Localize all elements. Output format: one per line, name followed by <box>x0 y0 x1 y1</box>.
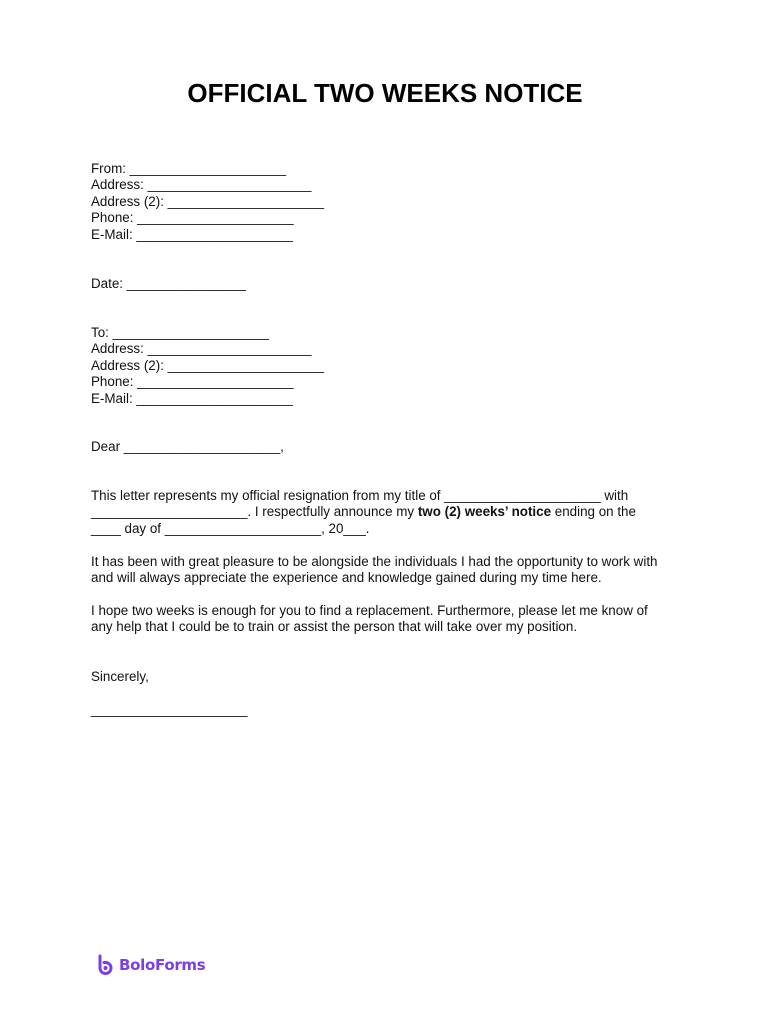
date-field: Date: ________________ <box>91 276 246 291</box>
to-address-field: Address: ______________________ <box>91 341 312 357</box>
paragraph-line <box>91 504 691 520</box>
from-phone-field: Phone: _____________________ <box>91 210 294 226</box>
transition-paragraph <box>91 603 691 636</box>
to-address-2-field: Address (2): _____________________ <box>91 357 325 373</box>
resignation-paragraph <box>91 488 691 537</box>
paragraph-text: ending on the <box>551 504 636 520</box>
to-email-field: E-Mail: _____________________ <box>91 390 293 406</box>
closing <box>91 669 149 685</box>
from-address-2-field: Address (2): _____________________ <box>91 193 325 209</box>
paragraph-text: _____________________. I respectfully announce my <box>91 504 418 520</box>
paragraph-line: any help that I could be to train or assist the person that will take over my position. <box>91 619 578 635</box>
paragraph-line: It has been with great pleasure to be alongside the individuals I had the opportunity to work with <box>91 554 658 569</box>
paragraph-line: I hope two weeks is enough for you to find a replacement. Furthermore, please let me know of <box>91 603 648 618</box>
from-address-field: Address: ______________________ <box>91 177 312 193</box>
signature-line: _____________________ <box>91 702 248 717</box>
closing-line: Sincerely, <box>91 669 149 684</box>
to-field: To: _____________________ <box>91 325 269 340</box>
paragraph-line: This letter represents my official resignation from my title of _____________________ with <box>91 488 629 503</box>
salutation <box>91 439 284 455</box>
to-phone-field: Phone: _____________________ <box>91 374 294 390</box>
boloforms-logo-icon <box>95 954 115 976</box>
notice-period-emphasis: two (2) weeks’ notice <box>417 504 552 520</box>
salutation-line: Dear _____________________, <box>91 439 284 454</box>
from-email-field: E-Mail: _____________________ <box>91 226 293 242</box>
date-block <box>91 276 246 292</box>
page-title: OFFICIAL TWO WEEKS NOTICE <box>187 78 583 108</box>
recipient-info-block <box>91 325 324 407</box>
signature-block <box>91 702 247 718</box>
paragraph-line: ____ day of _____________________, 20___. <box>91 520 370 536</box>
brand-name: BoloForms <box>119 956 206 974</box>
brand-logo[interactable] <box>95 954 205 976</box>
paragraph-line: and will always appreciate the experience and knowledge gained during my time here. <box>91 570 602 586</box>
appreciation-paragraph <box>91 554 691 587</box>
sender-info-block <box>91 161 324 243</box>
from-field: From: _____________________ <box>91 161 287 176</box>
